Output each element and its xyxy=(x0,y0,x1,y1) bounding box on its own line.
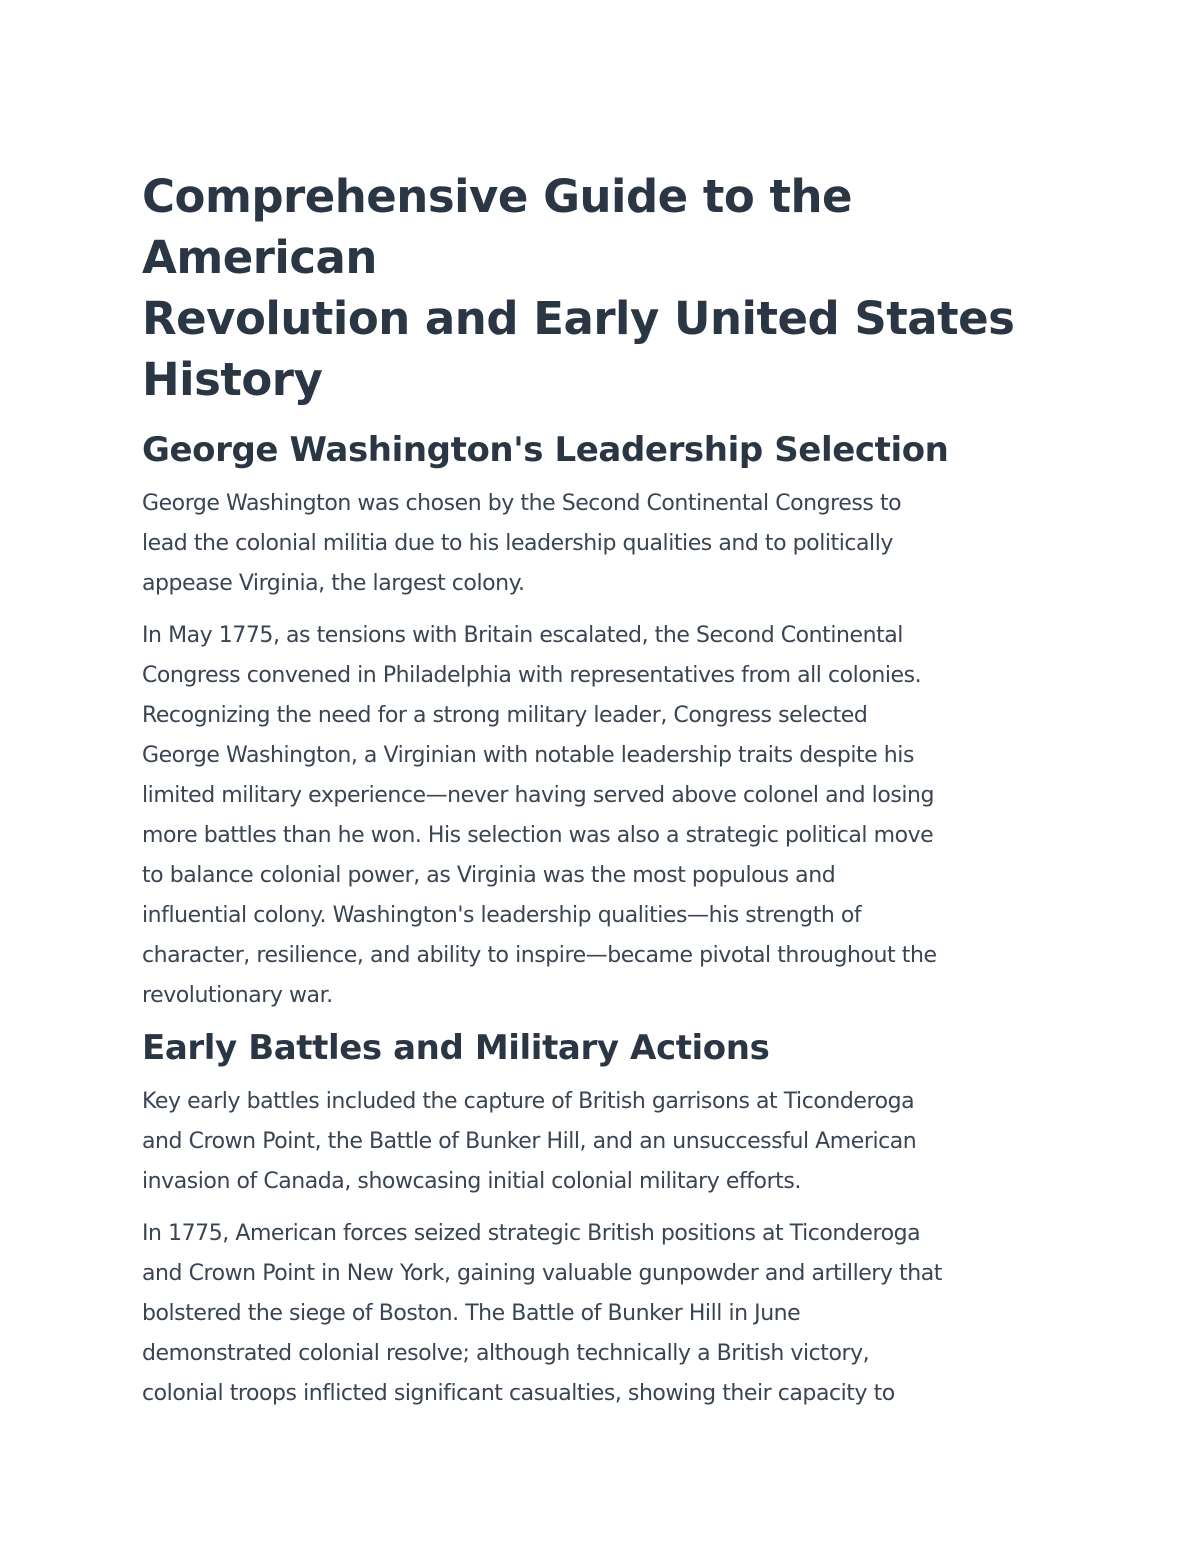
section-washington-leadership xyxy=(142,428,1058,1016)
text-line: demonstrated colonial resolve; although technically a British victory, xyxy=(142,1341,870,1366)
section-heading: Early Battles and Military Actions xyxy=(142,1028,770,1068)
title-line: Comprehensive Guide to the American xyxy=(142,170,853,284)
text-line: lead the colonial militia due to his leadership qualities and to politically xyxy=(142,531,893,556)
section-summary xyxy=(142,1082,1058,1202)
document-title xyxy=(142,166,1058,410)
text-line: bolstered the siege of Boston. The Battle of Bunker Hill in June xyxy=(142,1301,801,1326)
text-line: more battles than he won. His selection was also a strategic political move xyxy=(142,823,934,848)
section-early-battles xyxy=(142,1026,1058,1414)
text-line: revolutionary war. xyxy=(142,983,333,1008)
text-line: Congress convened in Philadelphia with representatives from all colonies. xyxy=(142,663,922,688)
text-line: George Washington, a Virginian with notable leadership traits despite his xyxy=(142,743,914,768)
text-line: In 1775, American forces seized strategic British positions at Ticonderoga xyxy=(142,1221,921,1246)
title-line: History xyxy=(142,353,323,406)
text-line: to balance colonial power, as Virginia was the most populous and xyxy=(142,863,836,888)
text-line: influential colony. Washington's leadership qualities—his strength of xyxy=(142,903,862,928)
text-line: Recognizing the need for a strong military leader, Congress selected xyxy=(142,703,868,728)
text-line: In May 1775, as tensions with Britain escalated, the Second Continental xyxy=(142,623,903,648)
section-body xyxy=(142,616,1058,1016)
text-line: and Crown Point in New York, gaining valuable gunpowder and artillery that xyxy=(142,1261,942,1286)
text-line: colonial troops inflicted significant casualties, showing their capacity to xyxy=(142,1381,895,1406)
section-body xyxy=(142,1214,1058,1414)
section-summary xyxy=(142,484,1058,604)
text-line: limited military experience—never having served above colonel and losing xyxy=(142,783,935,808)
title-line: Revolution and Early United States xyxy=(142,292,1015,345)
text-line: and Crown Point, the Battle of Bunker Hill, and an unsuccessful American xyxy=(142,1129,917,1154)
text-line: George Washington was chosen by the Second Continental Congress to xyxy=(142,491,902,516)
document-page xyxy=(142,166,1058,1414)
section-heading: George Washington's Leadership Selection xyxy=(142,430,949,470)
text-line: character, resilience, and ability to inspire—became pivotal throughout the xyxy=(142,943,937,968)
text-line: invasion of Canada, showcasing initial colonial military efforts. xyxy=(142,1169,801,1194)
text-line: appease Virginia, the largest colony. xyxy=(142,571,525,596)
text-line: Key early battles included the capture of British garrisons at Ticonderoga xyxy=(142,1089,915,1114)
